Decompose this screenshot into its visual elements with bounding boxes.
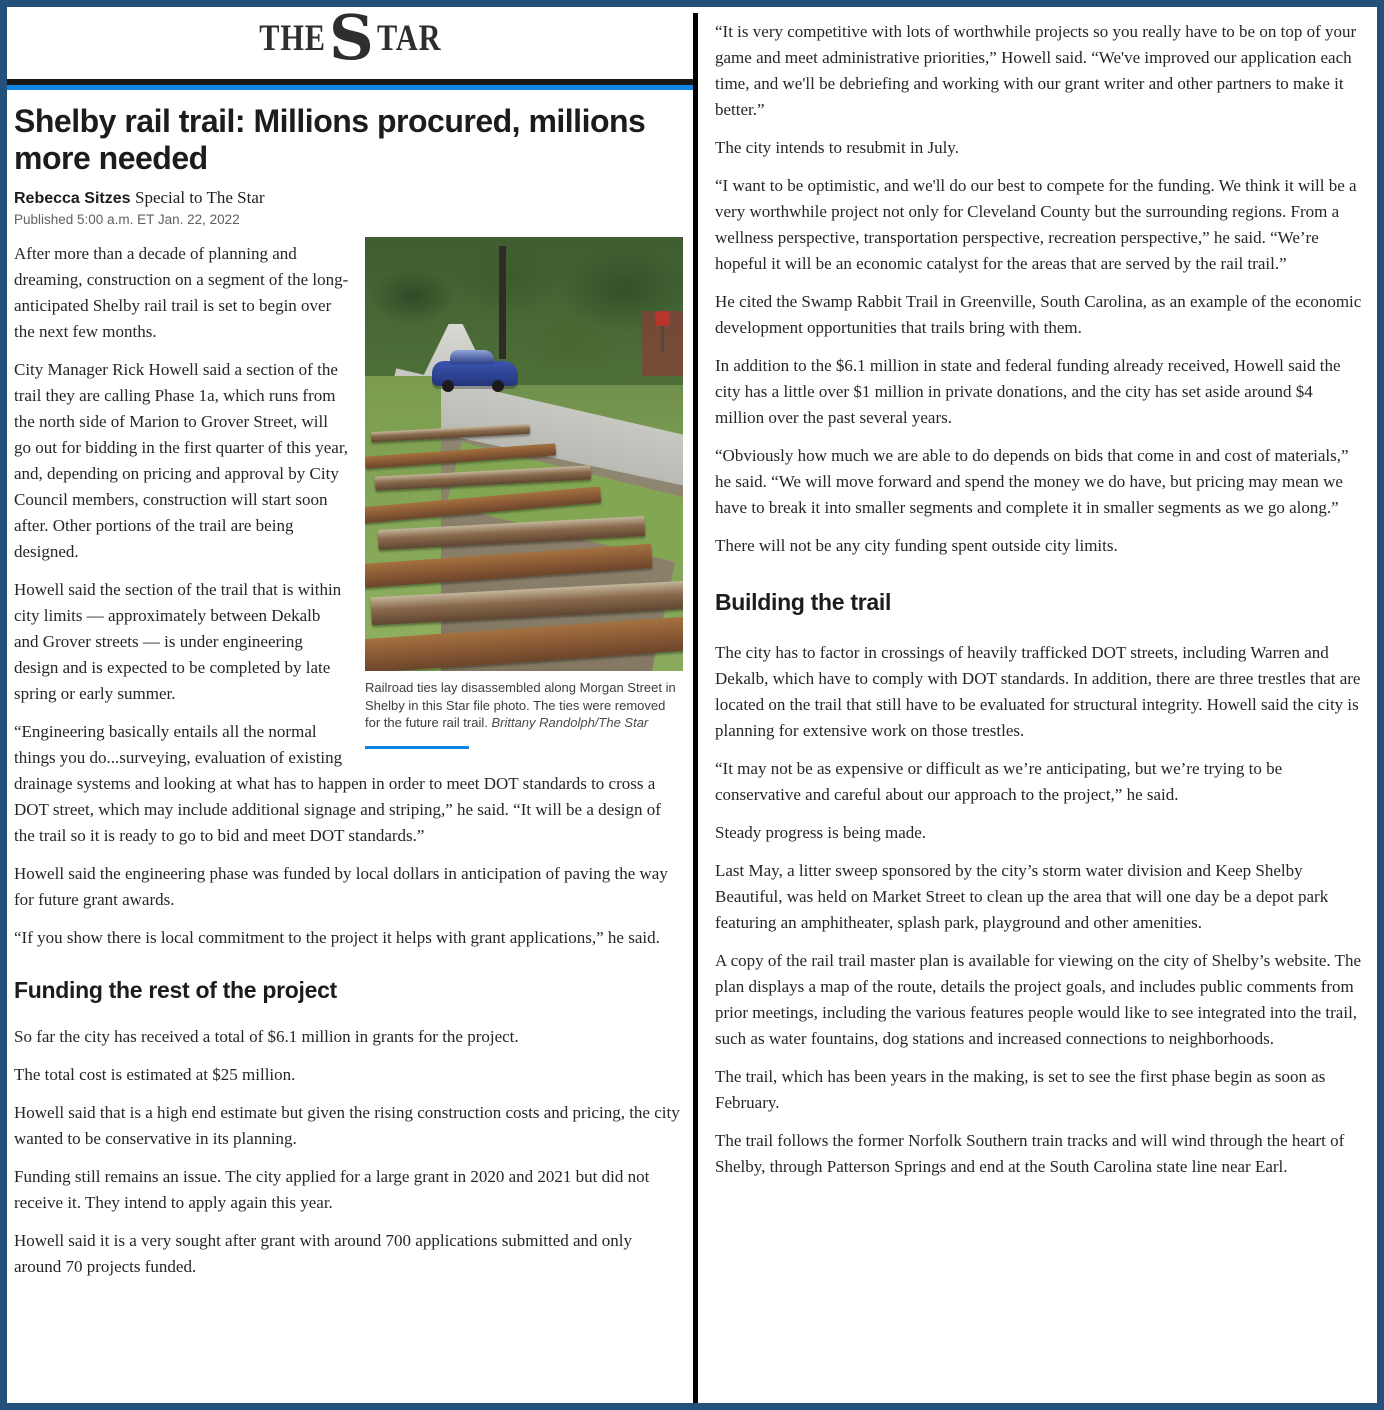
photo-caption-text: Railroad ties lay disassembled along Morgan Street in Shelby in this Star file photo. The ties were removed for the future rail trail.: [365, 680, 676, 731]
article-body-left: [14, 241, 683, 1280]
paragraph: A copy of the rail trail master plan is available for viewing on the city of Shelby’s website. The plan displays a map of the route, details the project goals, and includes public comments from prior meetings, including the various features people would like to see integrated into the trail, such as water fountains, dog stations and increased connections to neighborhoods.: [715, 951, 1361, 1048]
photo-grass-left: [365, 376, 441, 671]
left-column: [7, 7, 693, 1403]
paragraph: There will not be any city funding spent outside city limits.: [715, 536, 1118, 555]
paragraph: Howell said the section of the trail that is within city limits — approximately between Dekalb and Grover streets — is under engineering design and is expected to be completed by late spring or early summer.: [14, 580, 342, 703]
paragraph: “Obviously how much we are able to do depends on bids that come in and cost of materials,” he said. “We will move forward and spend the money we do have, but pricing may mean we have to break it into smaller segments and complete it in smaller segments as we go along.”: [715, 446, 1349, 517]
paragraph: “It may not be as expensive or difficult as we’re anticipating, but we’re trying to be conservative and careful about our approach to the project,” he said.: [715, 759, 1283, 804]
paragraph: “Engineering basically entails all the normal things you do...surveying, evaluation of existing drainage systems and looking at what has to happen in order to meet DOT standards to cross a DOT street, which may include additional signage and striping,” he said. “It will be a design of the trail so it is ready to go to bid and meet DOT standards.”: [14, 722, 661, 845]
paragraph: After more than a decade of planning and dreaming, construction on a segment of the long-anticipated Shelby rail trail is set to begin over the next few months.: [14, 244, 349, 341]
photo-utility-pole: [499, 246, 506, 359]
article-photo-figure: [365, 237, 683, 749]
headline: Shelby rail trail: Millions procured, millions more needed: [14, 103, 646, 176]
byline-role: Special to The Star: [135, 188, 265, 207]
paragraph: “If you show there is local commitment to the project it helps with grant applications,” he said.: [14, 928, 660, 947]
caption-divider-line: [365, 746, 469, 749]
paragraph: The city has to factor in crossings of heavily trafficked DOT streets, including Warren and Dekalb, which have to comply with DOT standards. In addition, there are three trestles that are located on the trail that still have to be evaluated for structural integrity. Howell said the city is planning for extensive work on those trestles.: [715, 643, 1361, 740]
paragraph: In addition to the $6.1 million in state and federal funding already received, Howell said the city has a little over $1 million in private donations, and the city has set aside around $4 million over the past several years.: [715, 356, 1341, 427]
section-heading-building: Building the trail: [715, 589, 892, 615]
photo-caption: [365, 679, 683, 732]
paragraph: The trail follows the former Norfolk Southern train tracks and will wind through the heart of Shelby, through Patterson Springs and end at the South Carolina state line near Earl.: [715, 1131, 1345, 1176]
paragraph: Last May, a litter sweep sponsored by the city’s storm water division and Keep Shelby Beautiful, was held on Market Street to clean up the area that will one day be a depot park featuring an amphitheater, splash park, playground and other amenities.: [715, 861, 1329, 932]
masthead: [7, 7, 693, 79]
byline-author: Rebecca Sitzes: [14, 190, 131, 207]
the-star-logo: THESTAR: [259, 7, 442, 74]
header-rule-blue: [7, 85, 693, 90]
stop-sign: [655, 311, 670, 326]
paragraph: Steady progress is being made.: [715, 823, 927, 842]
paragraph: City Manager Rick Howell said a section of the trail they are calling Phase 1a, which runs from the north side of Marion to Grover Street, will go out for bidding in the first quarter of this year, and, depending on pricing and approval by City Council members, construction will start soon after. Other portions of the trail are being designed.: [14, 360, 349, 561]
article-body-right: [715, 19, 1363, 1180]
paragraph: The city intends to resubmit in July.: [715, 138, 959, 157]
paragraph: He cited the Swamp Rabbit Trail in Greenville, South Carolina, as an example of the economic development opportunities that trails bring with them.: [715, 292, 1362, 337]
right-column: [698, 7, 1377, 1403]
section-heading-funding: Funding the rest of the project: [14, 977, 337, 1003]
logo-text-the: THE: [259, 18, 326, 59]
photo-credit: Brittany Randolph/The Star: [491, 715, 649, 731]
paragraph: The total cost is estimated at $25 million.: [14, 1065, 296, 1084]
paragraph: “I want to be optimistic, and we'll do our best to compete for the funding. We think it will be a very worthwhile project not only for Cleveland County but the surrounding regions. From a wellness perspective, transportation perspective, recreation perspective,” he said. “We’re hopeful it will be an economic catalyst for the areas that are served by the rail trail.”: [715, 176, 1357, 273]
paragraph: The trail, which has been years in the making, is set to see the first phase begin as soon as February.: [715, 1067, 1326, 1112]
byline: [14, 187, 683, 208]
railroad-photo: [365, 237, 683, 671]
published-date: Published 5:00 a.m. ET Jan. 22, 2022: [14, 212, 240, 227]
paragraph: Funding still remains an issue. The city applied for a large grant in 2020 and 2021 but did not receive it. They intend to apply again this year.: [14, 1167, 650, 1212]
paragraph: Howell said the engineering phase was funded by local dollars in anticipation of paving the way for future grant awards.: [14, 864, 668, 909]
left-column-body: [7, 103, 693, 1280]
logo-text-tar: TAR: [376, 18, 442, 59]
photo-blue-car: [432, 361, 518, 386]
paragraph: Howell said it is a very sought after grant with around 700 applications submitted and only around 70 projects funded.: [14, 1231, 633, 1276]
photo-trees: [365, 237, 683, 385]
paragraph: Howell said that is a high end estimate but given the rising construction costs and pricing, the city wanted to be conservative in its planning.: [14, 1103, 680, 1148]
paragraph: “It is very competitive with lots of worthwhile projects so you really have to be on top of your game and meet administrative priorities,” Howell said. “We've improved our application each time, and we'll be debriefing and working with our grant writer and other partners to make it better.”: [715, 22, 1357, 119]
paragraph: So far the city has received a total of $6.1 million in grants for the project.: [14, 1027, 519, 1046]
